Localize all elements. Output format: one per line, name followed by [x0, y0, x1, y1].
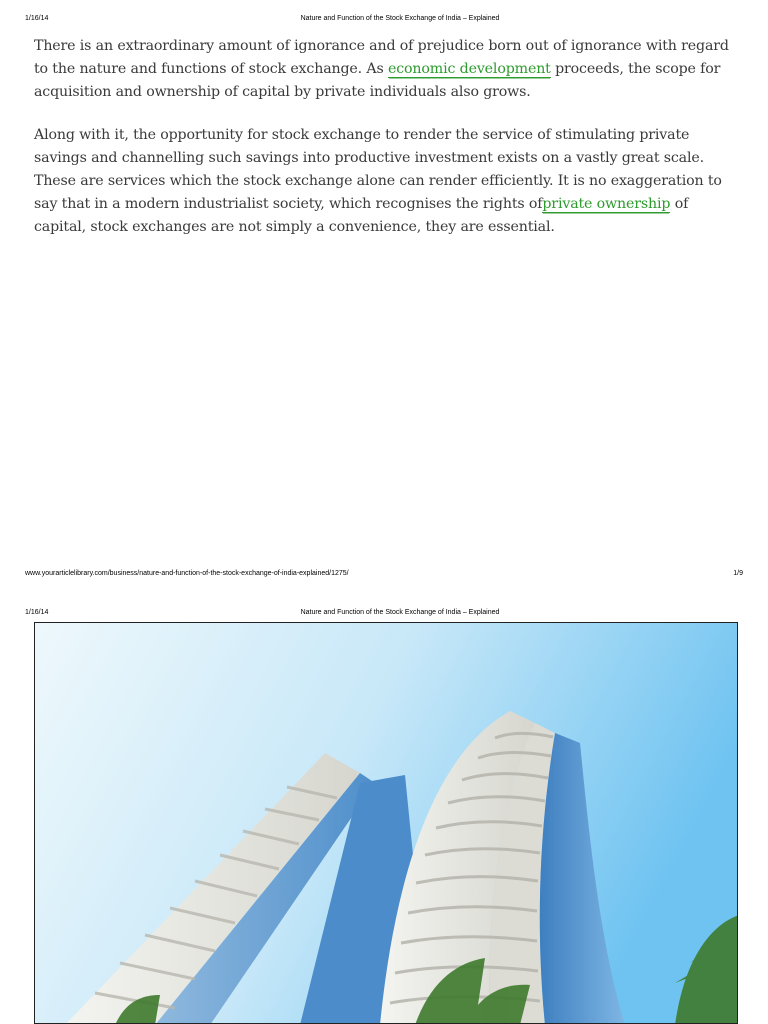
building-illustration	[35, 623, 738, 1024]
header-date: 1/16/14	[25, 15, 49, 22]
header-title: Nature and Function of the Stock Exchange of India – Explained	[300, 15, 500, 22]
page-header-2	[0, 609, 768, 623]
page-footer	[0, 570, 768, 582]
header-date-2: 1/16/14	[25, 609, 49, 616]
paragraph-2: Along with it, the opportunity for stock exchange to render the service of stimulating private savings and channelling such savings into productive investment exists on a vastly great scale. These are services which the stock exchange alone can render efficiently. It is no exaggeration to say that in a modern industrialist society, which recognises the rights ofprivate ownership of capital, stock exchanges are not simply a convenience, they are essential.	[34, 126, 722, 236]
header-title-2: Nature and Function of the Stock Exchange of India – Explained	[300, 609, 500, 616]
link-private-ownership[interactable]: private ownership	[542, 196, 671, 213]
footer-url[interactable]: www.yourarticlelibrary.com/business/nature-and-function-of-the-stock-exchange-of-india-explained/1275/	[25, 570, 349, 577]
page-header	[0, 15, 768, 29]
stock-exchange-building-photo	[34, 622, 738, 1024]
page-number: 1/9	[733, 570, 743, 577]
paragraph-1: There is an extraordinary amount of ignorance and of prejudice born out of ignorance with regard to the nature and functions of stock exchange. As economic development proceeds, the scope for acquisition and ownership of capital by private individuals also grows.	[34, 38, 729, 101]
article-body	[34, 35, 734, 259]
link-economic-development[interactable]: economic development	[387, 61, 551, 78]
